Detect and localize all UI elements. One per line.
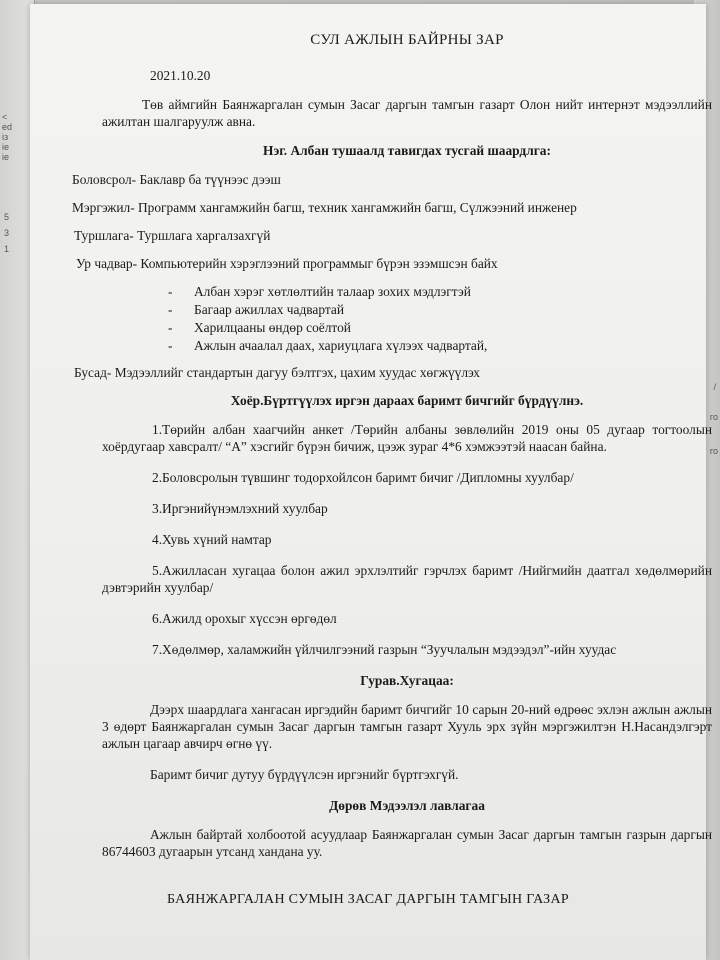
section-heading: Гурав.Хугацаа: [360,673,454,688]
section-heading: Нэг. Албан тушаалд тавигдах тусгай шаардлга: [263,143,551,158]
deadline-paragraph: Дээрх шаардлага хангасан иргэдийн баримт бичгийг 10 сарын 20-ний өдрөөс эхлэн ажлын ажлын 3 өдөрт Баянжаргалан сумын Засаг даргын тамгын газарт Хууль эрх зүйн мэргэжилтэн Н.Насандэлгэрт ажлын цагаар авчирч өгнө үү. [102,702,712,751]
document-item: 4.Хувь хүний намтар [152,532,272,547]
section-heading: Дөрөв Мэдээлэл лавлагаа [329,798,485,813]
margin-mark: го [709,446,718,456]
document-item: 2.Боловсролын түвшинг тодорхойлсон баримт бичиг /Дипломны хуулбар/ [152,470,574,485]
margin-mark: 5 [4,212,10,222]
list-item: - Харилцааны өндөр соёлтой [168,319,712,336]
skills-list [168,283,712,354]
margin-mark: ed [2,122,13,132]
document-item: 7.Хөдөлмөр, халамжийн үйлчилгээний газрын “Зуучлалын мэдээдэл”-ийн хуудас [152,642,617,657]
contact-paragraph: Ажлын байртай холбоотой асуудлаар Баянжаргалан сумын Засаг даргын тамгын газрын даргын 86744603 дугаарын утсанд хандана уу. [102,827,712,859]
document-item: 1.Төрийн албан хаагчийн анкет /Төрийн албаны зөвлөлийн 2019 оны 05 дугаар тогтоолын хоёрдугаар хавсралт/ “А” хэсгийг бүрэн бичиж, цээж зураг 4*6 хэмжээтэй наасан байна. [102,422,712,454]
document-body [72,32,712,874]
document-item: 5.Ажилласан хугацаа болон ажил эрхлэлтийг гэрчлэх баримт /Нийгмийн даатгал хөдөлмөрийн дэвтэрийн хуулбар/ [102,563,712,595]
margin-mark: ie [2,142,10,152]
margin-mark: го [709,412,718,422]
requirement-other: Бусад- Мэдээллийг стандартын дагуу бэлтгэх, цахим хуудас хөгжүүлэх [74,365,480,380]
requirement-education: Боловсрол- Баклавр ба түүнээс дээш [72,172,281,187]
document-item: 6.Ажилд орохыг хүссэн өргөдөл [152,611,337,626]
margin-mark: ie [2,152,10,162]
margin-mark: 3 [4,228,10,238]
list-item: - Ажлын ачаалал даах, хариуцлага хүлээх чадвартай, [168,337,712,354]
requirement-experience: Туршлага- Туршлага харгалзахгүй [74,228,271,243]
document-title: СУЛ АЖЛЫН БАЙРНЫ ЗАР [310,32,504,48]
document-date: 2021.10.20 [150,68,211,83]
list-item: - Албан хэрэг хөтлөлтийн талаар зохих мэдлэгтэй [168,283,712,300]
section-heading: Хоёр.Бүртгүүлэх иргэн дараах баримт бичгийг бүрдүүлнэ. [230,393,584,408]
incomplete-docs-notice: Баримт бичиг дутуу бүрдүүлсэн иргэнийг бүртгэхгүй. [150,767,459,782]
margin-mark: 1 [4,244,10,254]
requirement-profession: Мэргэжил- Программ хангамжийн багш, техник хангамжийн багш, Сүлжээний инженер [72,200,577,215]
document-footer: БАЯНЖАРГАЛАН СУМЫН ЗАСАГ ДАРГЫН ТАМГЫН ГАЗАР [167,892,569,907]
margin-mark: iз [2,132,9,142]
document-item: 3.Иргэнийүнэмлэхний хуулбар [152,501,328,516]
margin-mark: / [713,382,716,392]
requirement-skills: Ур чадвар- Компьютерийн хэрэглээний программыг бүрэн эзэмшсэн байх [76,256,498,271]
margin-mark: < [2,112,8,122]
list-item: - Багаар ажиллах чадвартай [168,301,712,318]
document-page [30,4,712,960]
intro-paragraph: Төв аймгийн Баянжаргалан сумын Засаг даргын тамгын газарт Олон нийт интернэт мэдээллийн ажилтан шалгаруулж авна. [102,97,712,129]
